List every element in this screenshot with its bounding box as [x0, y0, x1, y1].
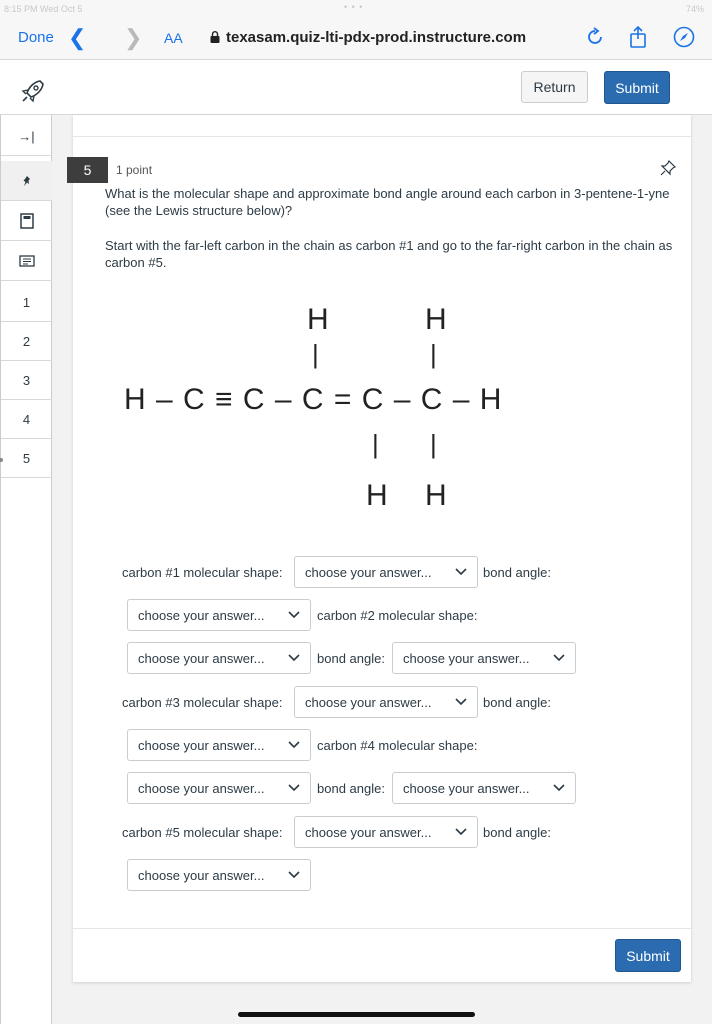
lewis-main-chain: H – C ≡ C – C = C – C – H	[124, 383, 502, 416]
select-value: choose your answer...	[138, 780, 265, 796]
pinned-questions-tab[interactable]	[1, 161, 52, 201]
sidebar-item-3[interactable]: 3	[1, 361, 52, 400]
carbon2-shape-label: carbon #2 molecular shape:	[317, 608, 478, 623]
browser-toolbar	[0, 0, 712, 60]
carbon3-shape-label: carbon #3 molecular shape:	[122, 695, 283, 710]
status-time: 8:15 PM Wed Oct 5	[4, 4, 83, 14]
home-indicator[interactable]	[238, 1012, 475, 1017]
carbon3-angle-label: bond angle:	[483, 695, 551, 710]
carbon5-shape-select[interactable]	[294, 816, 478, 848]
carbon4-shape-select[interactable]	[127, 772, 311, 804]
lewis-bond-top2: |	[430, 339, 437, 369]
question-instructions: Start with the far-left carbon in the chain as carbon #1 and go to the far-right carbon in the chain as carbon #5.	[105, 238, 673, 270]
lewis-bottom-h2: H	[425, 479, 447, 512]
question-sidebar	[0, 115, 52, 1024]
footer-divider	[73, 928, 691, 929]
quiz-header	[0, 60, 712, 115]
select-value: choose your answer...	[305, 564, 432, 580]
question-text: What is the molecular shape and approximate bond angle around each carbon in 3-pentene-1-yne (see the Lewis structure below)?	[105, 186, 670, 218]
notes-icon	[19, 255, 35, 267]
compass-icon[interactable]	[673, 26, 695, 48]
carbon5-shape-label: carbon #5 molecular shape:	[122, 825, 283, 840]
chevron-down-icon	[288, 784, 300, 792]
question-number: 5	[67, 157, 108, 183]
select-value: choose your answer...	[138, 607, 265, 623]
reload-icon[interactable]	[584, 26, 606, 48]
multitask-dots[interactable]: • • •	[344, 2, 364, 12]
chevron-down-icon	[455, 568, 467, 576]
notes-tab[interactable]	[1, 242, 52, 281]
select-value: choose your answer...	[305, 694, 432, 710]
collapse-sidebar-icon[interactable]: →|	[1, 117, 52, 156]
lock-icon	[210, 31, 220, 43]
bookmark-icon	[20, 213, 34, 229]
chevron-down-icon	[288, 654, 300, 662]
carbon1-angle-select[interactable]	[127, 599, 311, 631]
carbon4-shape-label: carbon #4 molecular shape:	[317, 738, 478, 753]
return-button[interactable]: Return	[521, 71, 588, 103]
select-value: choose your answer...	[305, 824, 432, 840]
lewis-bond-bottom1: |	[372, 429, 379, 459]
flag-tab[interactable]	[1, 202, 52, 241]
forward-icon[interactable]: ❯	[124, 25, 143, 50]
carbon1-shape-label: carbon #1 molecular shape:	[122, 565, 283, 580]
back-icon[interactable]: ❮	[68, 25, 87, 50]
carbon2-angle-label: bond angle:	[317, 651, 385, 666]
reader-aa-button[interactable]: AA	[164, 30, 183, 46]
carbon2-shape-select[interactable]	[127, 642, 311, 674]
lewis-bottom-h1: H	[366, 479, 388, 512]
chevron-down-icon	[553, 784, 565, 792]
chevron-down-icon	[288, 741, 300, 749]
pin-question-icon[interactable]	[660, 160, 676, 176]
carbon5-angle-label: bond angle:	[483, 825, 551, 840]
carbon3-angle-select[interactable]	[127, 729, 311, 761]
url-field[interactable]: texasam.quiz-lti-pdx-prod.instructure.com	[226, 29, 527, 46]
pin-icon	[21, 175, 33, 187]
select-value: choose your answer...	[138, 650, 265, 666]
lewis-bond-bottom2: |	[430, 429, 437, 459]
chevron-down-icon	[455, 698, 467, 706]
carbon3-shape-select[interactable]	[294, 686, 478, 718]
sidebar-item-2[interactable]: 2	[1, 322, 52, 361]
chevron-down-icon	[455, 828, 467, 836]
select-value: choose your answer...	[138, 867, 265, 883]
lewis-structure	[118, 295, 518, 515]
carbon4-angle-select[interactable]	[392, 772, 576, 804]
carbon1-angle-label: bond angle:	[483, 565, 551, 580]
chevron-down-icon	[288, 611, 300, 619]
lewis-bond-top1: |	[312, 339, 319, 369]
rocket-icon	[20, 78, 46, 104]
submit-button-top[interactable]: Submit	[604, 71, 670, 104]
status-battery: 74%	[685, 4, 704, 14]
carbon1-shape-select[interactable]	[294, 556, 478, 588]
carbon2-angle-select[interactable]	[392, 642, 576, 674]
sidebar-item-4[interactable]: 4	[1, 400, 52, 439]
select-value: choose your answer...	[138, 737, 265, 753]
card-divider	[73, 136, 691, 137]
lewis-top-h2: H	[425, 303, 447, 336]
submit-button-bottom[interactable]: Submit	[615, 939, 681, 972]
sidebar-item-1[interactable]: 1	[1, 283, 52, 322]
share-icon[interactable]	[627, 26, 649, 48]
carbon4-angle-label: bond angle:	[317, 781, 385, 796]
chevron-down-icon	[553, 654, 565, 662]
sidebar-item-5[interactable]: 5	[1, 439, 52, 478]
select-value: choose your answer...	[403, 650, 530, 666]
carbon5-angle-select[interactable]	[127, 859, 311, 891]
chevron-down-icon	[288, 871, 300, 879]
status-bar	[0, 4, 712, 14]
done-button[interactable]: Done	[18, 29, 54, 46]
lewis-top-h1: H	[307, 303, 329, 336]
select-value: choose your answer...	[403, 780, 530, 796]
question-points: 1 point	[116, 163, 153, 177]
